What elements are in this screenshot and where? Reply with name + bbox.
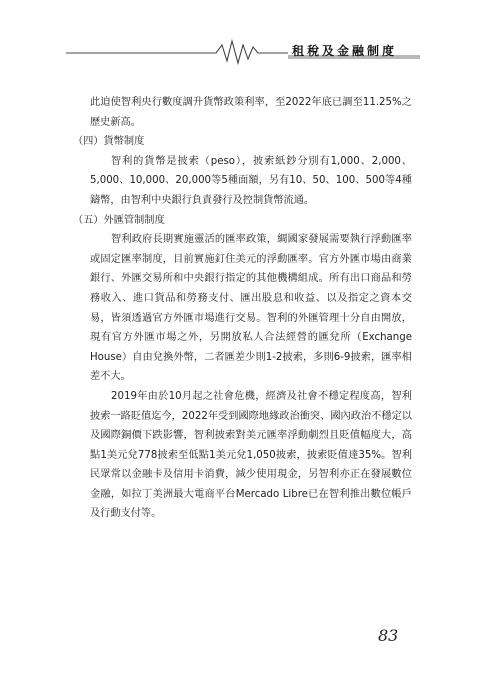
header-title: 租稅及金融制度	[292, 44, 398, 58]
document-body	[73, 93, 412, 524]
page-number: 83	[378, 626, 399, 645]
section-heading-currency-system: （四）貨幣制度	[73, 136, 145, 148]
paragraph-peso-depreciation: 2019年由於10月起之社會危機，經濟及社會不穩定程度高，智利披索一路貶值迄今，2022年受到國際地緣政治衝突、國內政治不穩定以及國際銅價下跌影響，智利披索對美元匯率浮動劇烈且貶值幅度大，高點1美元兌778披索至低點1美元兌1,050披索，披索貶值達35%。智利民眾常以金融卡及信用卡消費，減少使用現金，另智利亦正在發展數位金融，如拉丁美洲最大電商平台Mercado Libre已在智利推出數位帳戶及行動支付等。	[90, 390, 412, 520]
paragraph-exchange-policy: 智利政府長期實施靈活的匯率政策，綢國家發展需要執行浮動匯率或固定匯率制度，目前實施釘住美元的浮動匯率。官方外匯市場由商業銀行、外匯交易所和中央銀行指定的其他機構組成。所有出口商品和勞務收入、進口貨品和勞務支付、匯出股息和收益、以及指定之資本交易，皆須透過官方外匯市場進行交易。智利的外匯管理十分自由開放，現有官方外匯市場之外，另開放私人合法經營的匯兌所（Exchange House）自由兌換外幣，二者匯差少則1-2披索，多則6-9披索，匯率相差不大。	[90, 234, 412, 383]
paragraph-currency-system: 智利的貨幣是披索（peso），披索紙鈔分別有1,000、2,000、5,000、10,000、20,000等5種面額，另有10、50、100、500等4種鑄幣，由智利中央銀行負責發行及控制貨幣流通。	[90, 155, 412, 206]
paragraph-continuation: 此迫使智利央行數度調升貨幣政策利率，至2022年底已調至11.25%之歷史新高。	[90, 97, 412, 128]
running-header	[0, 36, 480, 66]
section-heading-exchange-control: （五）外匯管制制度	[73, 214, 165, 226]
